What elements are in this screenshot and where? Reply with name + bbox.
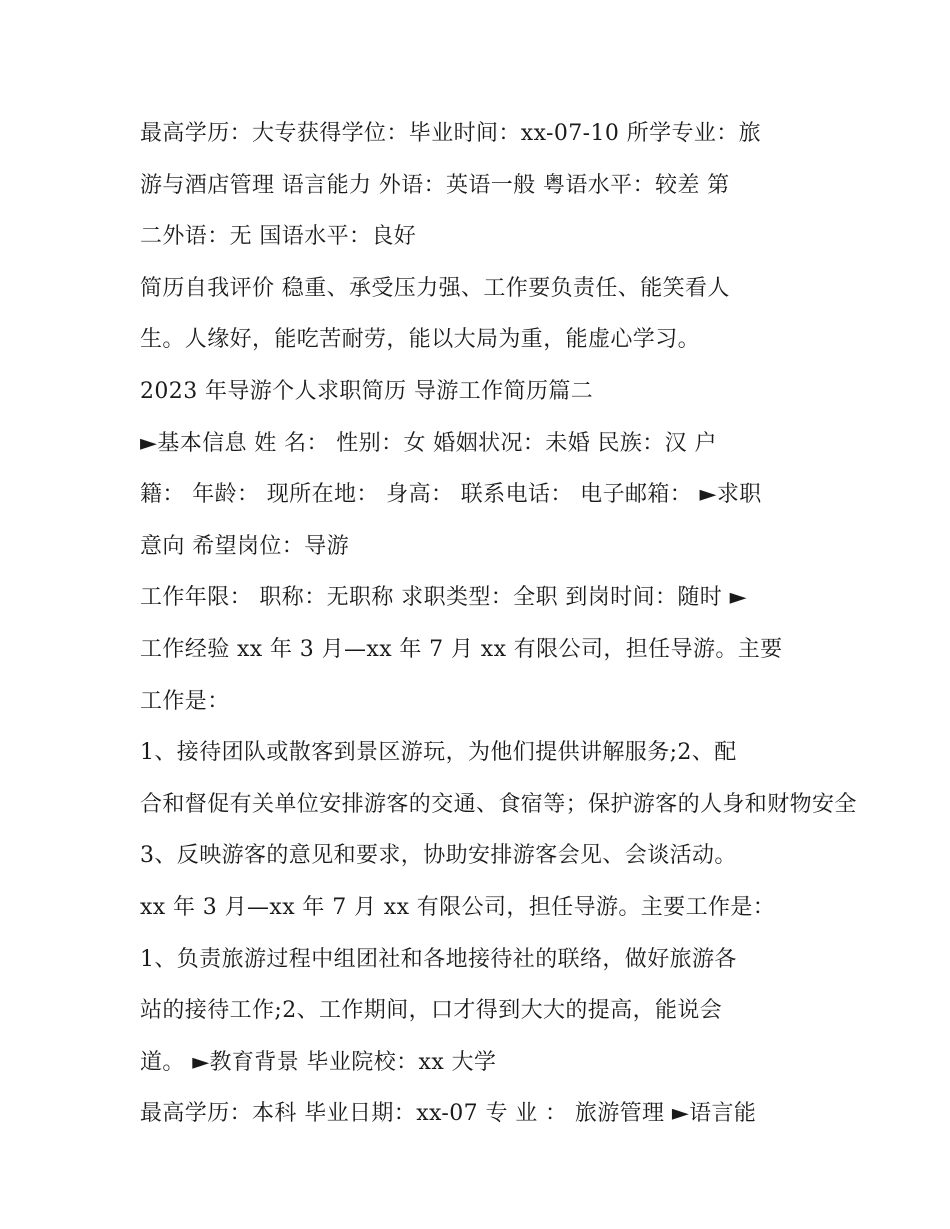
text-line: 道。 ►教育背景 毕业院校：xx 大学 [140,1049,497,1075]
text-line: 工作年限： 职称：无职称 求职类型：全职 到岗时间：随时 ► [140,585,747,611]
text-line: 工作是： [140,688,230,714]
text-line: 二外语：无 国语水平：良好 [140,224,417,250]
text-line: 意向 希望岗位：导游 [140,533,349,559]
text-line: 工作经验 xx 年 3 月—xx 年 7 月 xx 有限公司，担任导游。主要 [140,636,783,662]
text-line: 游与酒店管理 语言能力 外语：英语一般 粤语水平：较差 第 [140,172,730,198]
resume-text-block [140,108,950,1140]
text-line: ►基本信息 姓 名： 性别：女 婚姻状况：未婚 民族：汉 户 [140,430,717,456]
text-line: xx 年 3 月—xx 年 7 月 xx 有限公司，担任导游。主要工作是： [140,894,776,920]
text-line: 生。人缘好，能吃苦耐劳，能以大局为重，能虚心学习。 [140,327,701,353]
section-title: 2023 年导游个人求职简历 导游工作简历篇二 [140,378,594,404]
text-line: 籍： 年龄： 现所在地： 身高： 联系电话： 电子邮箱： ►求职 [140,482,762,508]
text-line: 3、反映游客的意见和要求，协助安排游客会见、会谈活动。 [140,843,737,869]
text-line: 最高学历：本科 毕业日期：xx-07 专 业 ： 旅游管理 ►语言能 [140,1101,757,1127]
text-line: 合和督促有关单位安排游客的交通、食宿等；保护游客的人身和财物安全 [140,791,857,817]
text-line: 站的接待工作;2、工作期间，口才得到大大的提高，能说会 [140,998,723,1024]
text-line: 1、负责旅游过程中组团社和各地接待社的联络，做好旅游各 [140,946,737,972]
text-line: 简历自我评价 稳重、承受压力强、工作要负责任、能笑看人 [140,275,730,301]
text-line: 1、接待团队或散客到景区游玩，为他们提供讲解服务;2、配 [140,740,737,766]
text-line: 最高学历：大专获得学位：毕业时间：xx-07-10 所学专业：旅 [140,121,762,146]
